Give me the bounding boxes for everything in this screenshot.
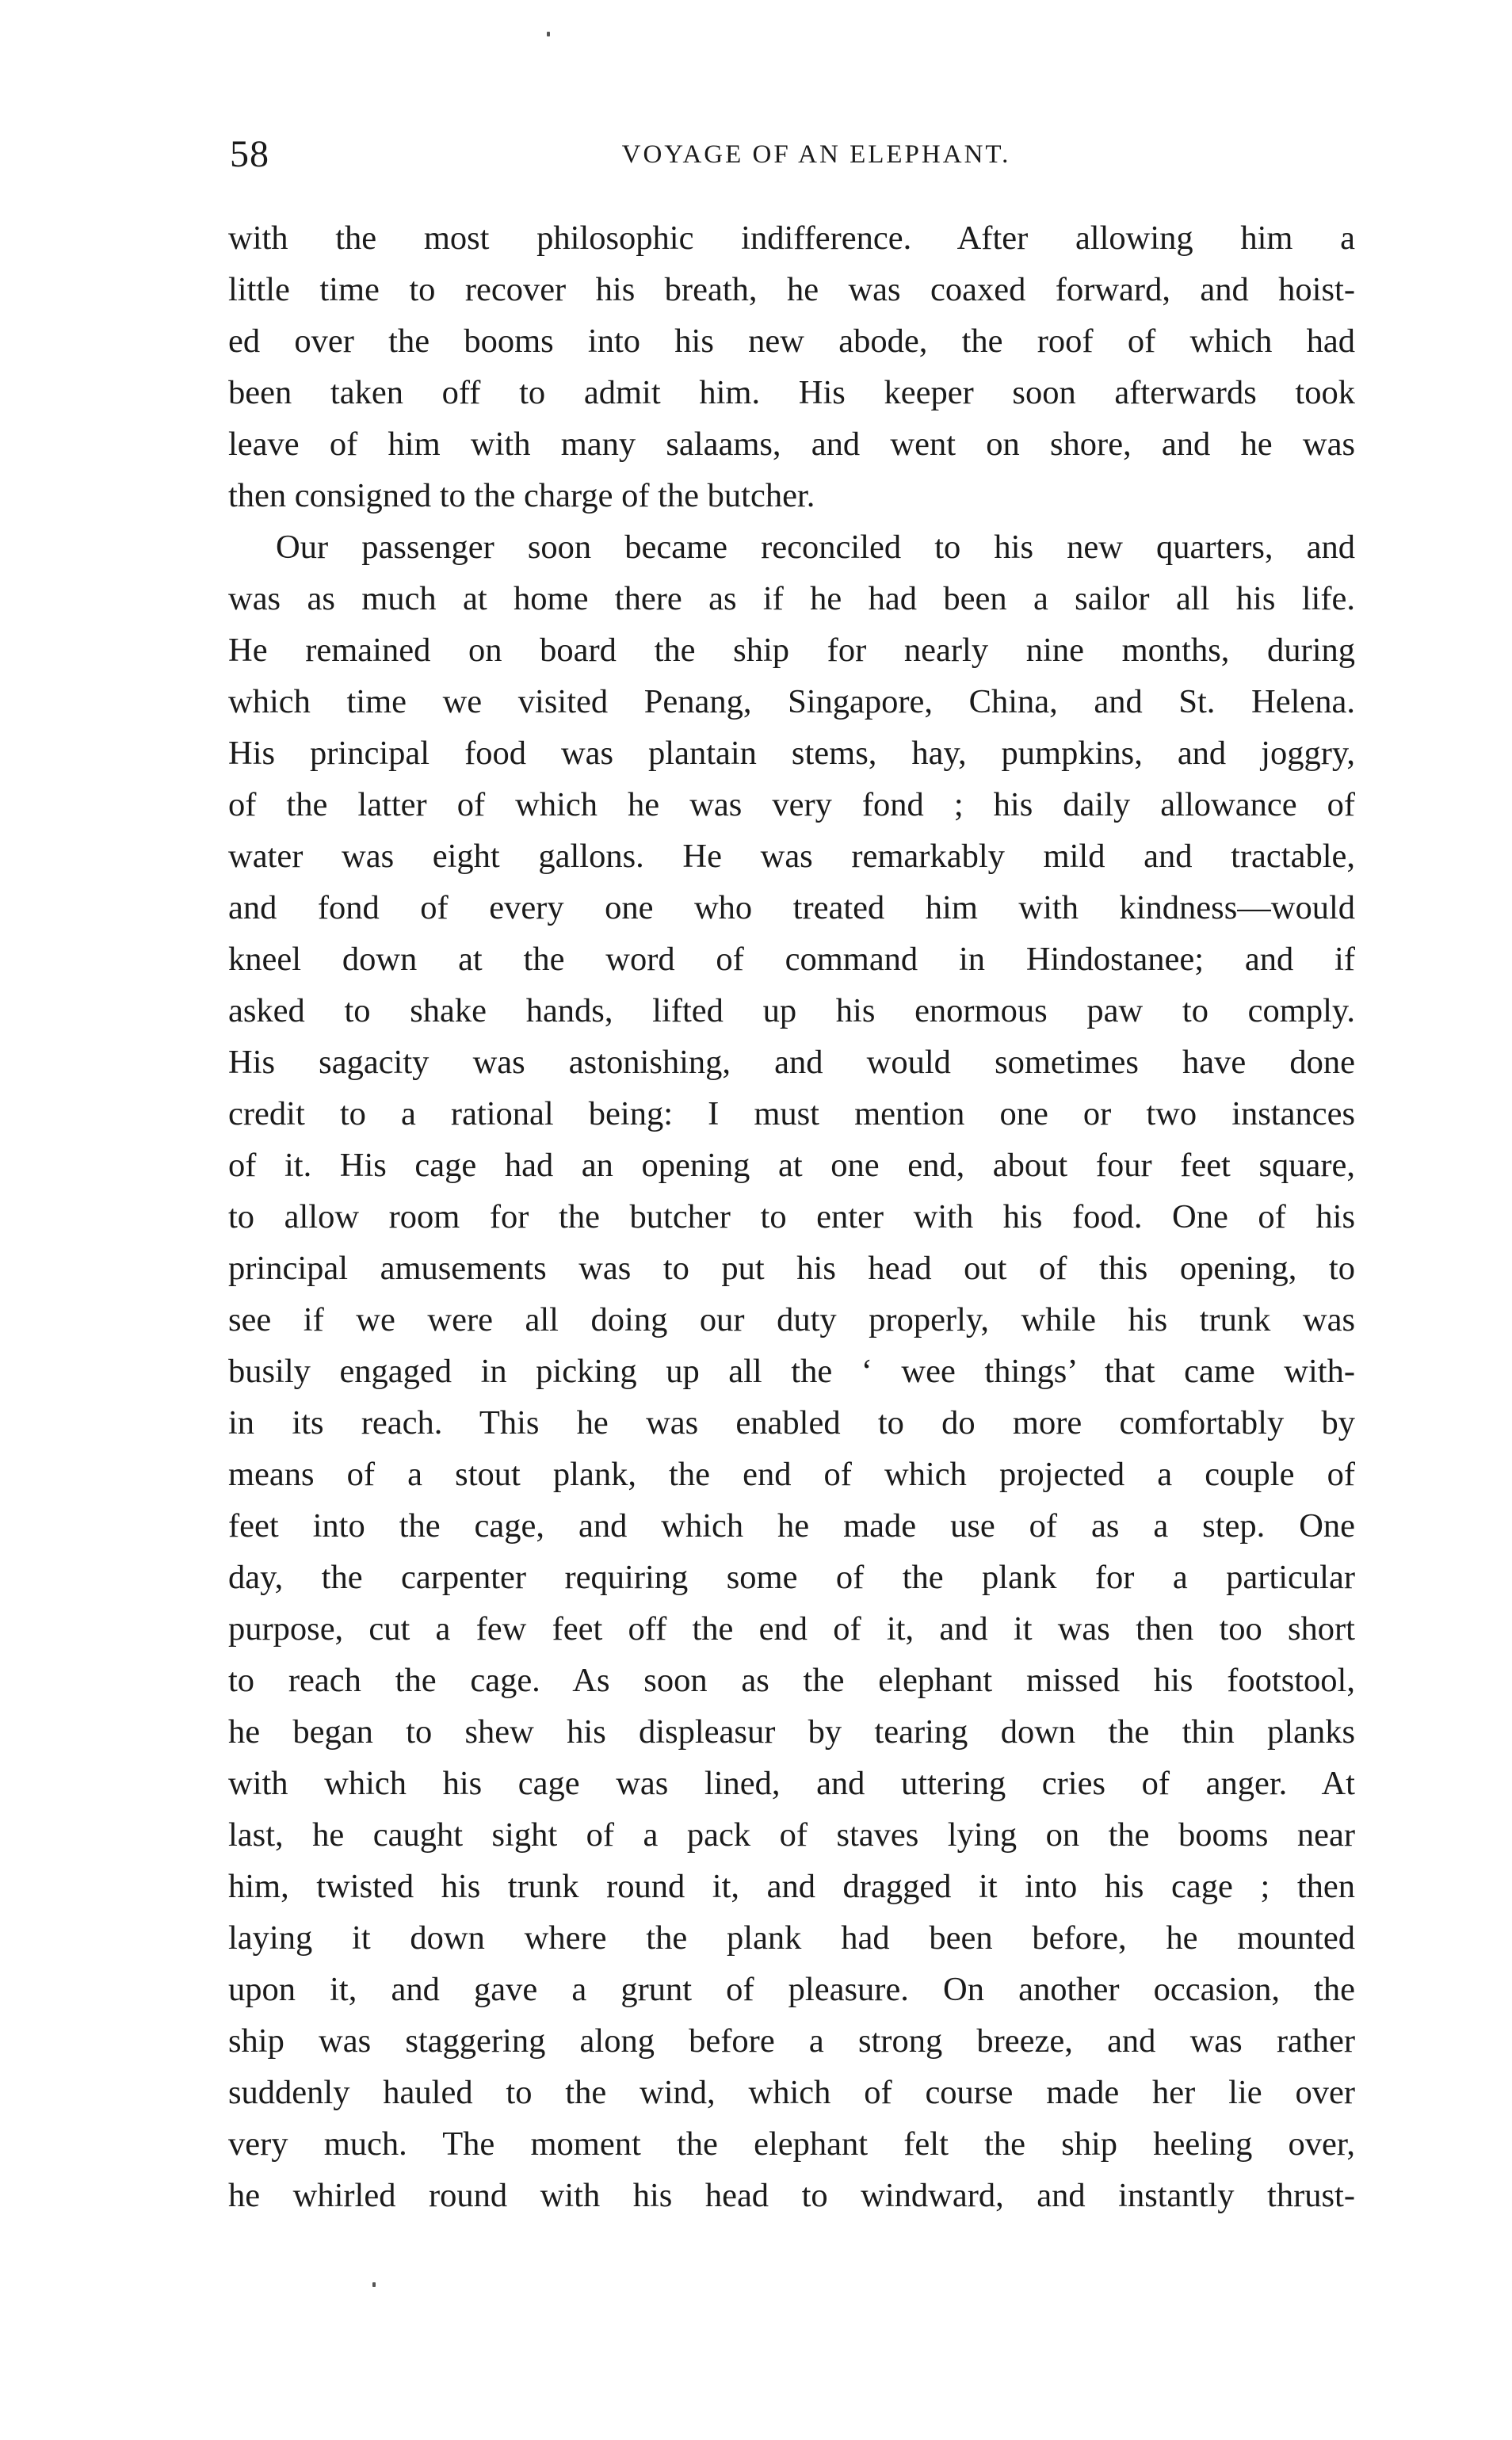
- text-line: very much. The moment the elephant felt the ship heeling over,: [228, 2125, 1355, 2163]
- text-line: purpose, cut a few feet off the end of it, and it was then too short: [228, 1610, 1355, 1648]
- text-line: he whirled round with his head to windward, and instantly thrust-: [228, 2177, 1355, 2214]
- page-number: 58: [230, 133, 269, 175]
- text-line: suddenly hauled to the wind, which of course made her lie over: [228, 2074, 1355, 2111]
- text-line: upon it, and gave a grunt of pleasure. On another occasion, the: [228, 1971, 1355, 2008]
- paper-speck: [547, 32, 550, 36]
- text-line: busily engaged in picking up all the ‘ wee things’ that came with-: [228, 1353, 1355, 1390]
- text-line: he began to shew his displeasur by tearing down the thin planks: [228, 1713, 1355, 1751]
- text-line: means of a stout plank, the end of which projected a couple of: [228, 1456, 1355, 1493]
- text-line: which time we visited Penang, Singapore, China, and St. Helena.: [228, 683, 1355, 720]
- text-line: little time to recover his breath, he was coaxed forward, and hoist-: [228, 271, 1355, 308]
- text-line: His principal food was plantain stems, hay, pumpkins, and joggry,: [228, 735, 1355, 772]
- body-text: [228, 212, 1355, 2221]
- text-line: been taken off to admit him. His keeper soon afterwards took: [228, 374, 1355, 411]
- text-line: day, the carpenter requiring some of the plank for a particular: [228, 1559, 1355, 1596]
- text-line: with which his cage was lined, and uttering cries of anger. At: [228, 1765, 1355, 1802]
- text-line: laying it down where the plank had been before, he mounted: [228, 1919, 1355, 1957]
- text-line: asked to shake hands, lifted up his enormous paw to comply.: [228, 992, 1355, 1029]
- text-line: to allow room for the butcher to enter with his food. One of his: [228, 1198, 1355, 1235]
- text-line: in its reach. This he was enabled to do more comfortably by: [228, 1404, 1355, 1441]
- text-line: ed over the booms into his new abode, the roof of which had: [228, 323, 1355, 360]
- text-line: see if we were all doing our duty properly, while his trunk was: [228, 1301, 1355, 1338]
- paper-speck: [372, 2282, 376, 2287]
- text-line: last, he caught sight of a pack of staves lying on the booms near: [228, 1816, 1355, 1854]
- text-line: ship was staggering along before a strong breeze, and was rather: [228, 2022, 1355, 2060]
- text-line: He remained on board the ship for nearly nine months, during: [228, 632, 1355, 669]
- text-line: feet into the cage, and which he made use of as a step. One: [228, 1507, 1355, 1545]
- running-title: VOYAGE OF AN ELEPHANT.: [621, 140, 1011, 169]
- paragraph-start-line: Our passenger soon became reconciled to his new quarters, and: [276, 529, 1355, 566]
- text-line: and fond of every one who treated him with kindness—would: [228, 889, 1355, 926]
- page-header: [230, 127, 1371, 182]
- text-line: was as much at home there as if he had been a sailor all his life.: [228, 580, 1355, 617]
- text-line: him, twisted his trunk round it, and dragged it into his cage ; then: [228, 1868, 1355, 1905]
- text-line: His sagacity was astonishing, and would sometimes have done: [228, 1044, 1355, 1081]
- text-line: then consigned to the charge of the butcher.: [228, 477, 815, 514]
- text-line: principal amusements was to put his head out of this opening, to: [228, 1250, 1355, 1287]
- text-line: of the latter of which he was very fond ; his daily allowance of: [228, 786, 1355, 823]
- text-line: with the most philosophic indifference. After allowing him a: [228, 220, 1355, 257]
- text-line: kneel down at the word of command in Hindostanee; and if: [228, 941, 1355, 978]
- text-line: leave of him with many salaams, and went on shore, and he was: [228, 426, 1355, 463]
- text-line: of it. His cage had an opening at one end, about four feet square,: [228, 1147, 1355, 1184]
- text-line: water was eight gallons. He was remarkably mild and tractable,: [228, 838, 1355, 875]
- text-line: credit to a rational being: I must mention one or two instances: [228, 1095, 1355, 1132]
- text-line: to reach the cage. As soon as the elephant missed his footstool,: [228, 1662, 1355, 1699]
